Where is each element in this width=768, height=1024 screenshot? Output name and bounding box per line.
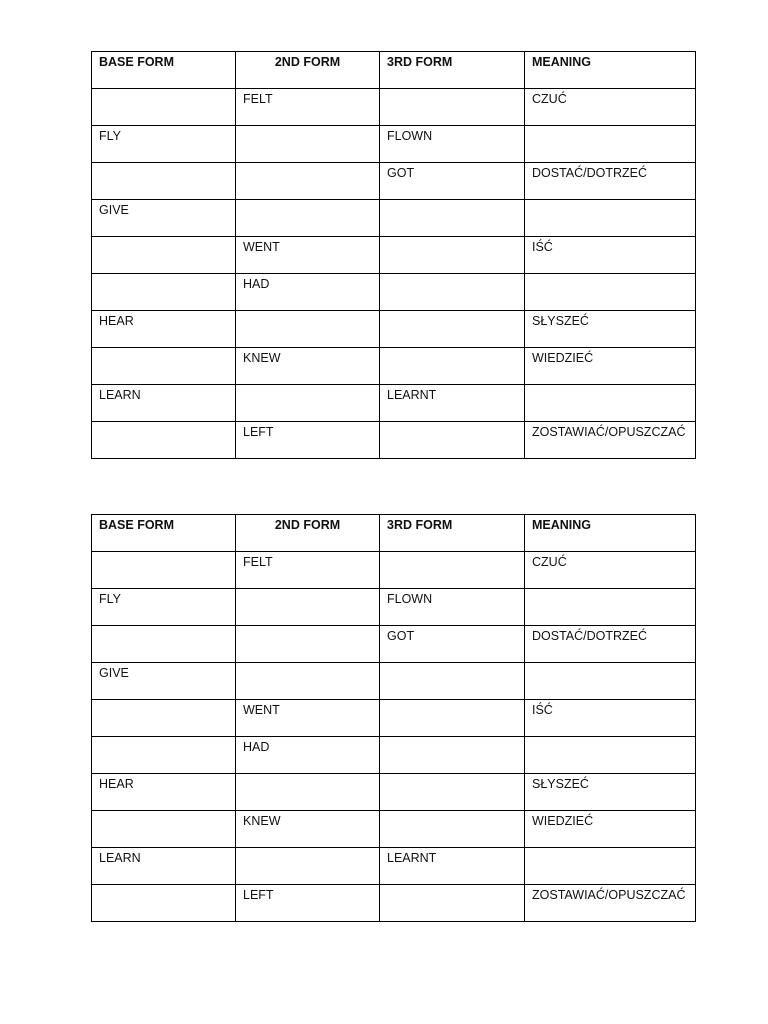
table-row bbox=[92, 848, 696, 885]
cell-text: FLOWN bbox=[387, 129, 433, 143]
cell-text: FLY bbox=[99, 592, 121, 606]
cell-3rd-form bbox=[380, 663, 525, 700]
cell-base-form bbox=[92, 663, 236, 700]
cell-2nd-form bbox=[236, 663, 380, 700]
cell-meaning bbox=[525, 626, 696, 663]
cell-text: SŁYSZEĆ bbox=[532, 314, 589, 328]
cell-3rd-form bbox=[380, 626, 525, 663]
cell-base-form bbox=[92, 737, 236, 774]
cell-meaning bbox=[525, 737, 696, 774]
cell-base-form bbox=[92, 552, 236, 589]
cell-2nd-form bbox=[236, 552, 380, 589]
cell-3rd-form bbox=[380, 848, 525, 885]
irregular-verbs-table-1 bbox=[91, 51, 696, 459]
cell-meaning bbox=[525, 385, 696, 422]
cell-2nd-form bbox=[236, 200, 380, 237]
cell-3rd-form bbox=[380, 811, 525, 848]
header-base-form: BASE FORM bbox=[92, 52, 236, 89]
cell-text: LEFT bbox=[243, 888, 274, 902]
cell-text: GIVE bbox=[99, 666, 129, 680]
cell-3rd-form bbox=[380, 311, 525, 348]
cell-meaning bbox=[525, 552, 696, 589]
cell-3rd-form bbox=[380, 737, 525, 774]
cell-3rd-form bbox=[380, 126, 525, 163]
cell-2nd-form bbox=[236, 237, 380, 274]
cell-meaning bbox=[525, 200, 696, 237]
table-row bbox=[92, 774, 696, 811]
table-row bbox=[92, 589, 696, 626]
cell-meaning bbox=[525, 422, 696, 459]
table-row bbox=[92, 663, 696, 700]
cell-base-form bbox=[92, 774, 236, 811]
cell-base-form bbox=[92, 848, 236, 885]
cell-meaning bbox=[525, 663, 696, 700]
cell-base-form bbox=[92, 237, 236, 274]
cell-base-form bbox=[92, 89, 236, 126]
table-row bbox=[92, 737, 696, 774]
cell-base-form bbox=[92, 274, 236, 311]
cell-3rd-form bbox=[380, 422, 525, 459]
cell-text: GIVE bbox=[99, 203, 129, 217]
cell-meaning bbox=[525, 311, 696, 348]
table-header-row bbox=[92, 515, 696, 552]
cell-2nd-form bbox=[236, 700, 380, 737]
cell-base-form bbox=[92, 626, 236, 663]
cell-meaning bbox=[525, 848, 696, 885]
cell-text: HEAR bbox=[99, 777, 134, 791]
cell-base-form bbox=[92, 200, 236, 237]
cell-text: SŁYSZEĆ bbox=[532, 777, 589, 791]
cell-text: GOT bbox=[387, 629, 415, 643]
cell-base-form bbox=[92, 885, 236, 922]
cell-text: KNEW bbox=[243, 351, 281, 365]
cell-text: IŚĆ bbox=[532, 703, 553, 717]
cell-3rd-form bbox=[380, 200, 525, 237]
table-row bbox=[92, 552, 696, 589]
cell-text: FELT bbox=[243, 555, 273, 569]
cell-text: GOT bbox=[387, 166, 415, 180]
table-row bbox=[92, 885, 696, 922]
cell-3rd-form bbox=[380, 89, 525, 126]
cell-base-form bbox=[92, 385, 236, 422]
cell-text: WENT bbox=[243, 703, 280, 717]
table-body-2 bbox=[92, 552, 696, 922]
cell-text: KNEW bbox=[243, 814, 281, 828]
table-row bbox=[92, 700, 696, 737]
table-row bbox=[92, 422, 696, 459]
cell-3rd-form bbox=[380, 163, 525, 200]
cell-base-form bbox=[92, 348, 236, 385]
cell-2nd-form bbox=[236, 311, 380, 348]
cell-text: WIEDZIEĆ bbox=[532, 814, 594, 828]
cell-text: LEARN bbox=[99, 388, 141, 402]
cell-base-form bbox=[92, 163, 236, 200]
table-row bbox=[92, 626, 696, 663]
cell-meaning bbox=[525, 163, 696, 200]
cell-meaning bbox=[525, 811, 696, 848]
cell-2nd-form bbox=[236, 774, 380, 811]
cell-base-form bbox=[92, 811, 236, 848]
cell-text: LEARNT bbox=[387, 851, 437, 865]
cell-2nd-form bbox=[236, 274, 380, 311]
cell-base-form bbox=[92, 422, 236, 459]
cell-meaning bbox=[525, 348, 696, 385]
cell-meaning bbox=[525, 126, 696, 163]
cell-text: WENT bbox=[243, 240, 280, 254]
cell-text: FELT bbox=[243, 92, 273, 106]
cell-text: IŚĆ bbox=[532, 240, 553, 254]
cell-text: LEFT bbox=[243, 425, 274, 439]
cell-meaning bbox=[525, 89, 696, 126]
table-row bbox=[92, 348, 696, 385]
table-row bbox=[92, 385, 696, 422]
table-body-1 bbox=[92, 89, 696, 459]
cell-2nd-form bbox=[236, 811, 380, 848]
cell-text: LEARN bbox=[99, 851, 141, 865]
cell-text: ZOSTAWIAĆ/OPUSZCZAĆ bbox=[532, 425, 686, 439]
header-3rd-form: 3RD FORM bbox=[380, 515, 525, 552]
header-2nd-form: 2ND FORM bbox=[236, 52, 380, 89]
header-base-form: BASE FORM bbox=[92, 515, 236, 552]
table-row bbox=[92, 126, 696, 163]
header-meaning: MEANING bbox=[525, 515, 696, 552]
cell-text: FLY bbox=[99, 129, 121, 143]
cell-text: HEAR bbox=[99, 314, 134, 328]
cell-3rd-form bbox=[380, 774, 525, 811]
cell-text: LEARNT bbox=[387, 388, 437, 402]
cell-2nd-form bbox=[236, 626, 380, 663]
table-row bbox=[92, 237, 696, 274]
header-meaning: MEANING bbox=[525, 52, 696, 89]
cell-meaning bbox=[525, 237, 696, 274]
cell-text: ZOSTAWIAĆ/OPUSZCZAĆ bbox=[532, 888, 686, 902]
cell-meaning bbox=[525, 274, 696, 311]
cell-2nd-form bbox=[236, 163, 380, 200]
cell-2nd-form bbox=[236, 737, 380, 774]
cell-base-form bbox=[92, 700, 236, 737]
cell-text: CZUĆ bbox=[532, 92, 567, 106]
cell-base-form bbox=[92, 311, 236, 348]
cell-3rd-form bbox=[380, 274, 525, 311]
cell-text: DOSTAĆ/DOTRZEĆ bbox=[532, 629, 648, 643]
cell-2nd-form bbox=[236, 589, 380, 626]
cell-2nd-form bbox=[236, 385, 380, 422]
table-row bbox=[92, 811, 696, 848]
cell-base-form bbox=[92, 126, 236, 163]
cell-meaning bbox=[525, 700, 696, 737]
cell-text: DOSTAĆ/DOTRZEĆ bbox=[532, 166, 648, 180]
table-row bbox=[92, 274, 696, 311]
cell-2nd-form bbox=[236, 422, 380, 459]
cell-2nd-form bbox=[236, 348, 380, 385]
cell-2nd-form bbox=[236, 885, 380, 922]
cell-2nd-form bbox=[236, 89, 380, 126]
cell-3rd-form bbox=[380, 589, 525, 626]
header-2nd-form: 2ND FORM bbox=[236, 515, 380, 552]
table-row bbox=[92, 89, 696, 126]
cell-text: WIEDZIEĆ bbox=[532, 351, 594, 365]
cell-text: HAD bbox=[243, 277, 270, 291]
cell-meaning bbox=[525, 774, 696, 811]
cell-3rd-form bbox=[380, 385, 525, 422]
cell-text: FLOWN bbox=[387, 592, 433, 606]
cell-meaning bbox=[525, 589, 696, 626]
cell-3rd-form bbox=[380, 552, 525, 589]
cell-text: HAD bbox=[243, 740, 270, 754]
table-header-row bbox=[92, 52, 696, 89]
cell-3rd-form bbox=[380, 237, 525, 274]
irregular-verbs-table-2 bbox=[91, 514, 696, 922]
table-row bbox=[92, 311, 696, 348]
table-row bbox=[92, 200, 696, 237]
cell-meaning bbox=[525, 885, 696, 922]
cell-3rd-form bbox=[380, 700, 525, 737]
cell-3rd-form bbox=[380, 348, 525, 385]
cell-text: CZUĆ bbox=[532, 555, 567, 569]
table-row bbox=[92, 163, 696, 200]
header-3rd-form: 3RD FORM bbox=[380, 52, 525, 89]
cell-2nd-form bbox=[236, 126, 380, 163]
cell-base-form bbox=[92, 589, 236, 626]
cell-2nd-form bbox=[236, 848, 380, 885]
cell-3rd-form bbox=[380, 885, 525, 922]
